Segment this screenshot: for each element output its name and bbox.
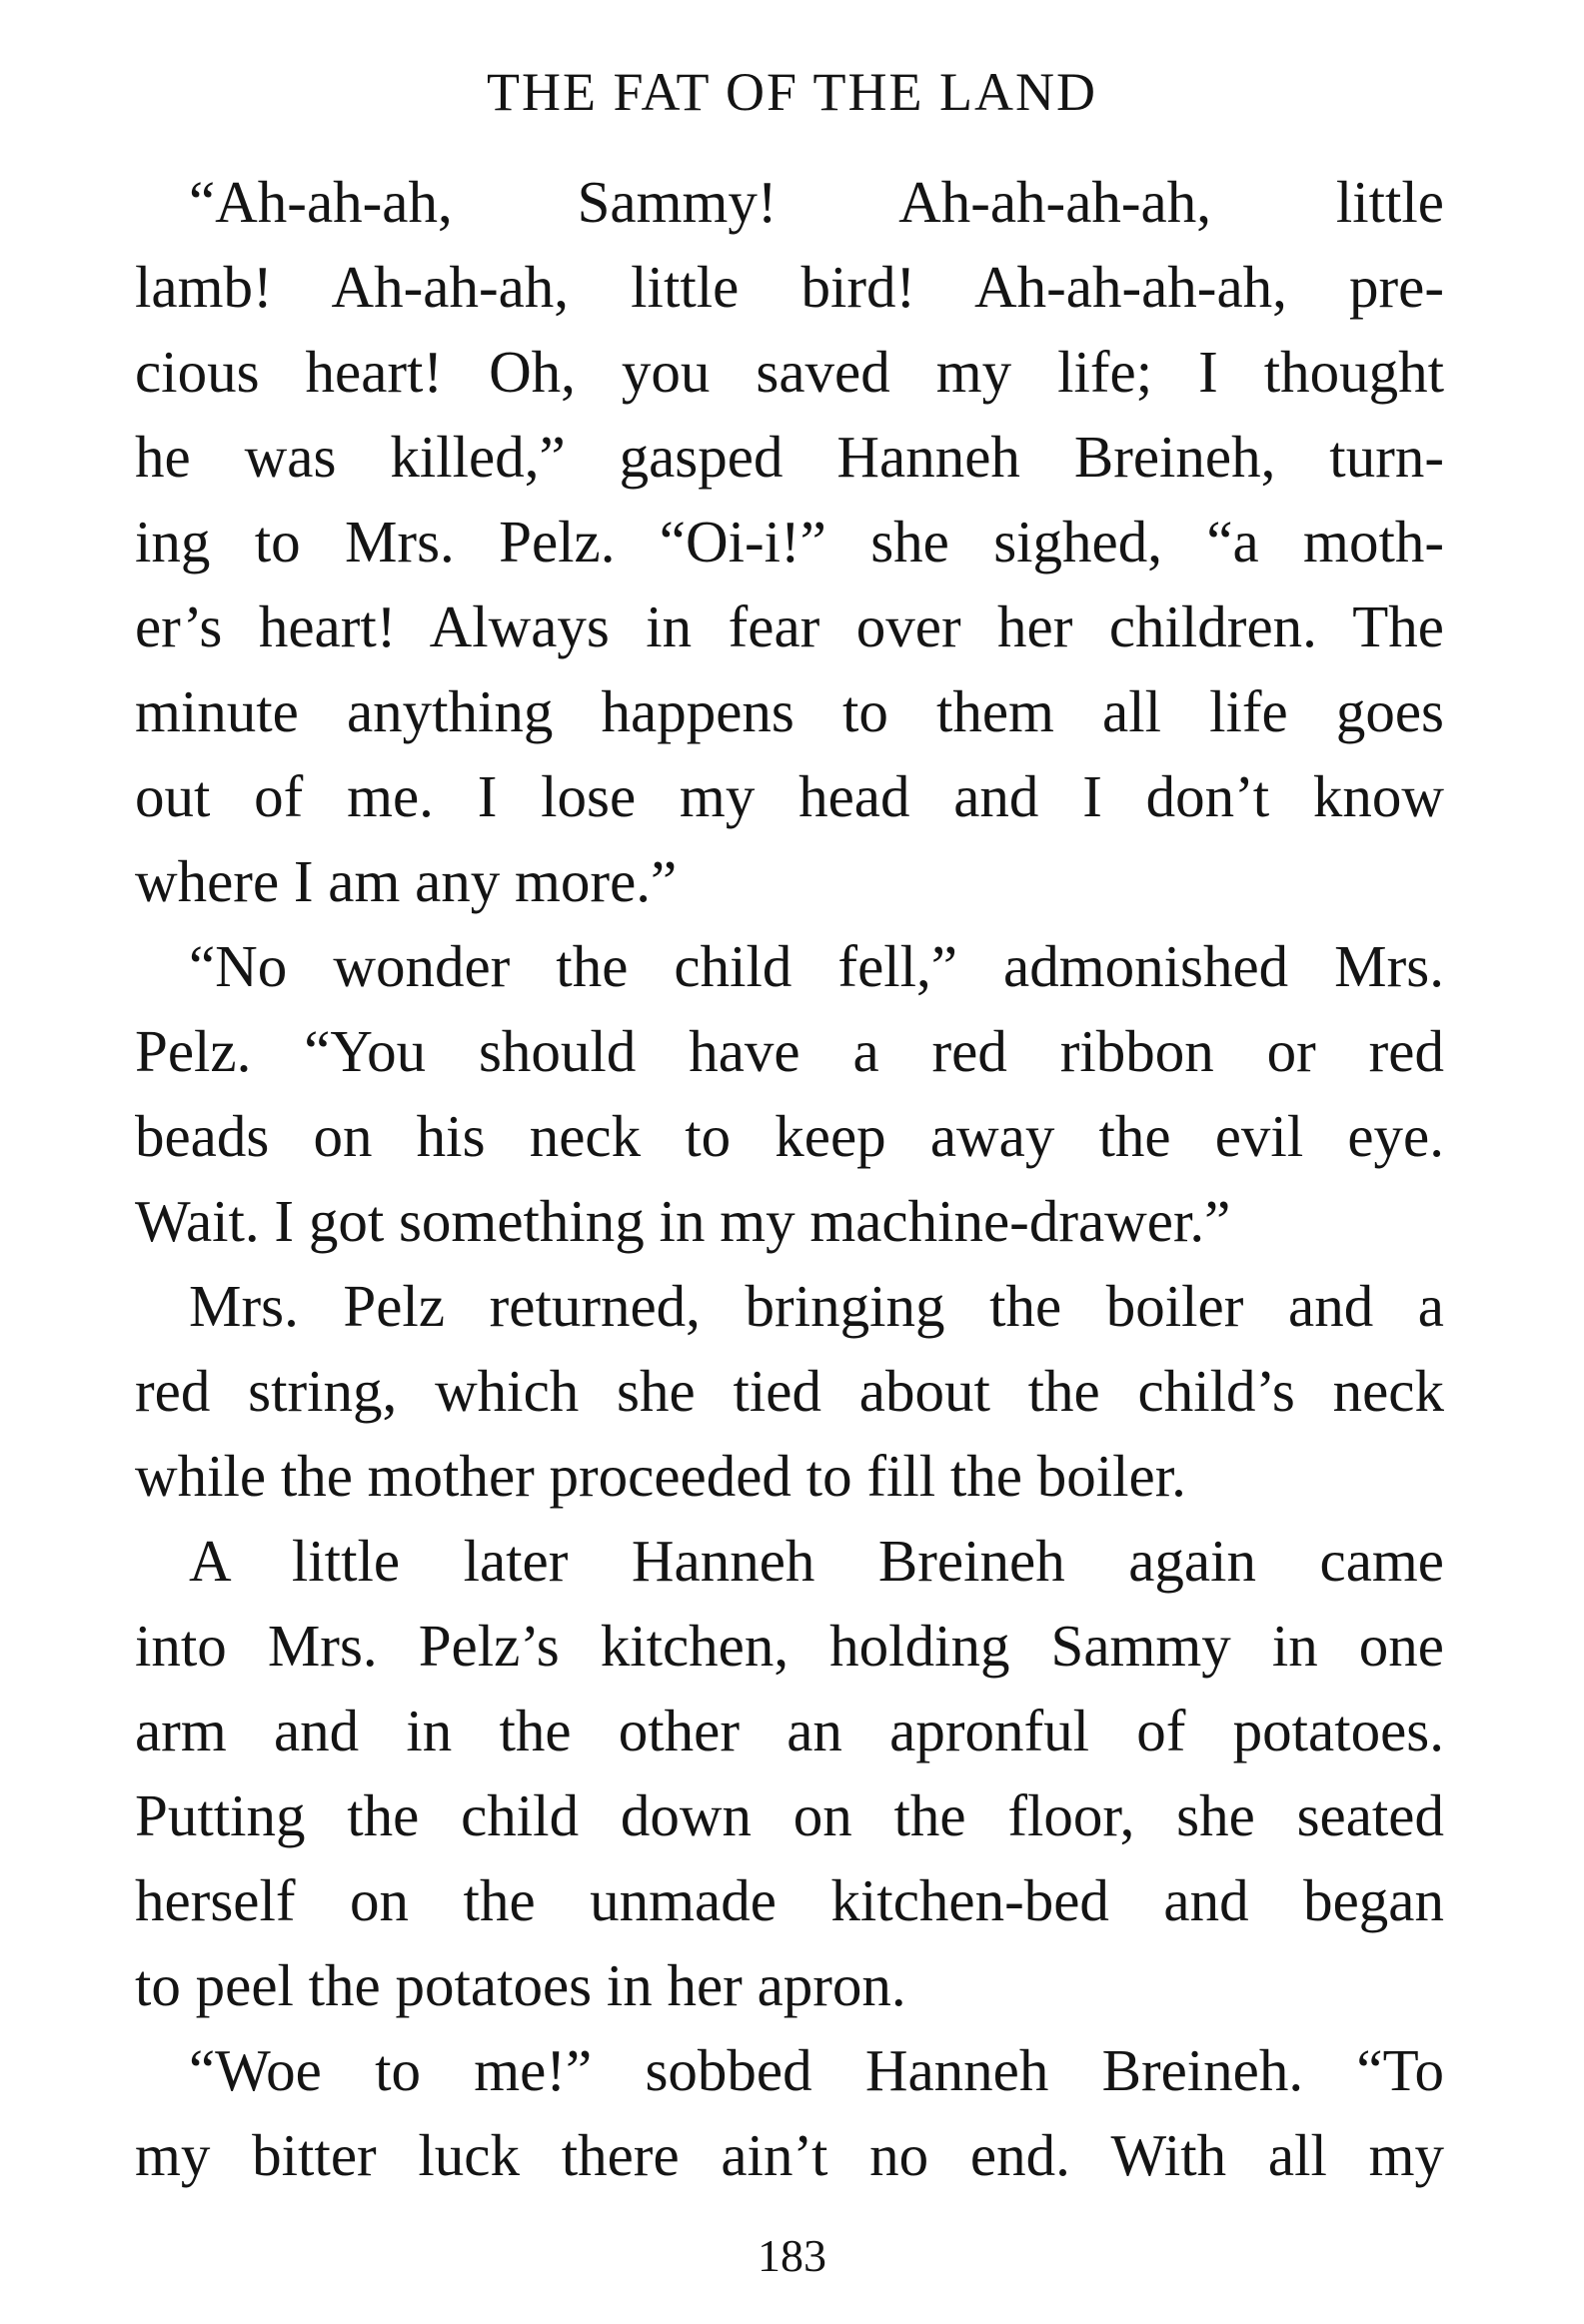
text-line: “No wonder the child fell,” admonished Mrs. <box>189 933 1444 999</box>
text-line: cious heart! Oh, you saved my life; I thought <box>135 339 1444 405</box>
text-line: er’s heart! Always in fear over her children. The <box>135 593 1444 659</box>
text-line: he was killed,” gasped Hanneh Breineh, turn- <box>135 424 1444 490</box>
text-line: lamb! Ah-ah-ah, little bird! Ah-ah-ah-ah, pre- <box>135 254 1444 320</box>
text-line: into Mrs. Pelz’s kitchen, holding Sammy in one <box>135 1613 1444 1679</box>
text-line: “Ah-ah-ah, Sammy! Ah-ah-ah-ah, little <box>189 169 1444 235</box>
text-line: while the mother proceeded to fill the boiler. <box>135 1443 1186 1509</box>
text-line: out of me. I lose my head and I don’t know <box>135 763 1444 829</box>
page-number: 183 <box>758 2230 826 2281</box>
text-line: beads on his neck to keep away the evil eye. <box>135 1103 1444 1169</box>
text-line: herself on the unmade kitchen-bed and began <box>135 1867 1444 1933</box>
text-line: arm and in the other an apronful of potatoes. <box>135 1698 1444 1763</box>
text-line: where I am any more.” <box>135 848 678 914</box>
body-text <box>135 160 1444 2198</box>
paragraph <box>135 2028 1444 2198</box>
paragraph <box>135 924 1444 1264</box>
text-line: Pelz. “You should have a red ribbon or red <box>135 1018 1444 1084</box>
text-line: Putting the child down on the floor, she seated <box>135 1782 1444 1848</box>
text-line: my bitter luck there ain’t no end. With all my <box>135 2122 1444 2188</box>
text-line: Mrs. Pelz returned, bringing the boiler and a <box>189 1273 1444 1339</box>
text-line: Wait. I got something in my machine-drawer.” <box>135 1188 1231 1254</box>
text-line: “Woe to me!” sobbed Hanneh Breineh. “To <box>189 2037 1444 2103</box>
text-line: to peel the potatoes in her apron. <box>135 1952 906 2018</box>
text-line: A little later Hanneh Breineh again came <box>189 1528 1444 1594</box>
paragraph <box>135 1264 1444 1519</box>
text-line: minute anything happens to them all life goes <box>135 678 1444 744</box>
running-head: THE FAT OF THE LAND <box>486 62 1097 122</box>
text-line: ing to Mrs. Pelz. “Oi-i!” she sighed, “a moth- <box>135 509 1444 575</box>
text-line: red string, which she tied about the child’s neck <box>135 1358 1444 1424</box>
paragraph <box>135 1519 1444 2028</box>
paragraph <box>135 160 1444 924</box>
